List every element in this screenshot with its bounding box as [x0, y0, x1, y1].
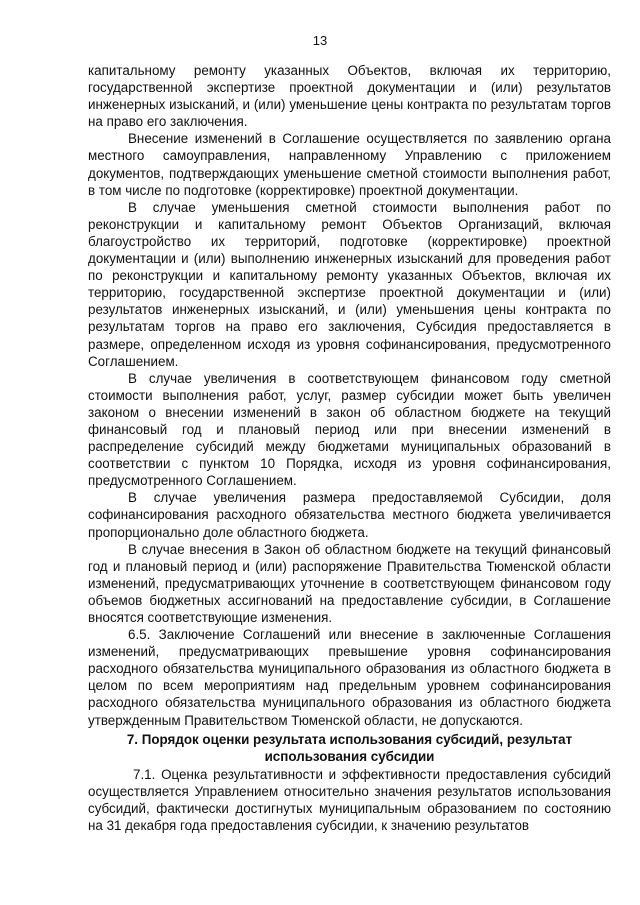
document-body: [88, 62, 611, 834]
paragraph-cost-decrease: В случае уменьшения сметной стоимости выполнения работ по реконструкции и капитальному ремонт Объектов Организаций, включая благоустройство их территорий, подготовке (корректировке) проектной документации и (или) выполнению инженерных изысканий для проведения работ по реконструкции и капитальному ремонту указанных Объектов, включая их территорию, государственной экспертизе проектной документации и (или) результатов инженерных изысканий, и (или) уменьшения цены контракта по результатам торгов на право его заключения, Субсидия предоставляется в размере, определенном исходя из уровня софинансирования, предусмотренного Соглашением.: [88, 199, 611, 369]
paragraph-budget-law-changes: В случае внесения в Закон об областном бюджете на текущий финансовый год и плановый период и (или) распоряжение Правительства Тюменской области изменений, предусматривающих уточнение в соответствующем финансовом году объемов бюджетных ассигнований на предоставление субсидии, в Соглашение вносятся соответствующие изменения.: [88, 541, 611, 625]
paragraph-subsidy-increase: В случае увеличения размера предоставляемой Субсидии, доля софинансирования расходного обязательства местного бюджета увеличивается пропорционально доле областного бюджета.: [88, 490, 611, 540]
paragraph-continuation: капитальному ремонту указанных Объектов, включая их территорию, государственной экспертизе проектной документации и (или) результатов инженерных изысканий, и (или) уменьшение цены контракта по результатам торгов на право его заключения.: [88, 63, 611, 130]
section-heading: 7. Порядок оценки результата использования субсидий, результат использования субсидии: [126, 731, 573, 764]
paragraph-cost-increase: В случае увеличения в соответствующем финансовом году сметной стоимости выполнения работ, услуг, размер субсидии может быть увеличен законом о внесении изменений в закон об областном бюджете на текущий финансовый год и плановый период или при внесении изменений в распределение субсидий между бюджетами муниципальных образований в соответствии с пунктом 10 Порядка, исходя из уровня софинансирования, предусмотренного Соглашением.: [88, 370, 611, 489]
paragraph-clause-7-1: 7.1. Оценка результативности и эффективности предоставления субсидий осуществляется Управлением относительно значения результатов использования субсидий, фактически достигнутых муниципальным образованием по состоянию на 31 декабря года предоставления субсидии, к значению результатов: [88, 766, 611, 834]
page-number: 13: [312, 33, 328, 48]
paragraph-agreement-amendment: Внесение изменений в Соглашение осуществляется по заявлению органа местного самоуправления, направленному Управлению с приложением документов, подтверждающих уменьшение сметной стоимости выполнения работ, в том числе по подготовке (корректировке) проектной документации.: [88, 131, 611, 198]
paragraph-clause-6-5: 6.5. Заключение Соглашений или внесение в заключенные Соглашения изменений, предусматривающих превышение уровня софинансирования расходного обязательства муниципального образования из областного бюджета в целом по всем мероприятиям над предельным уровнем софинансирования расходного обязательства муниципального образования из областного бюджета утвержденным Правительством Тюменской области, не допускаются.: [88, 627, 611, 728]
